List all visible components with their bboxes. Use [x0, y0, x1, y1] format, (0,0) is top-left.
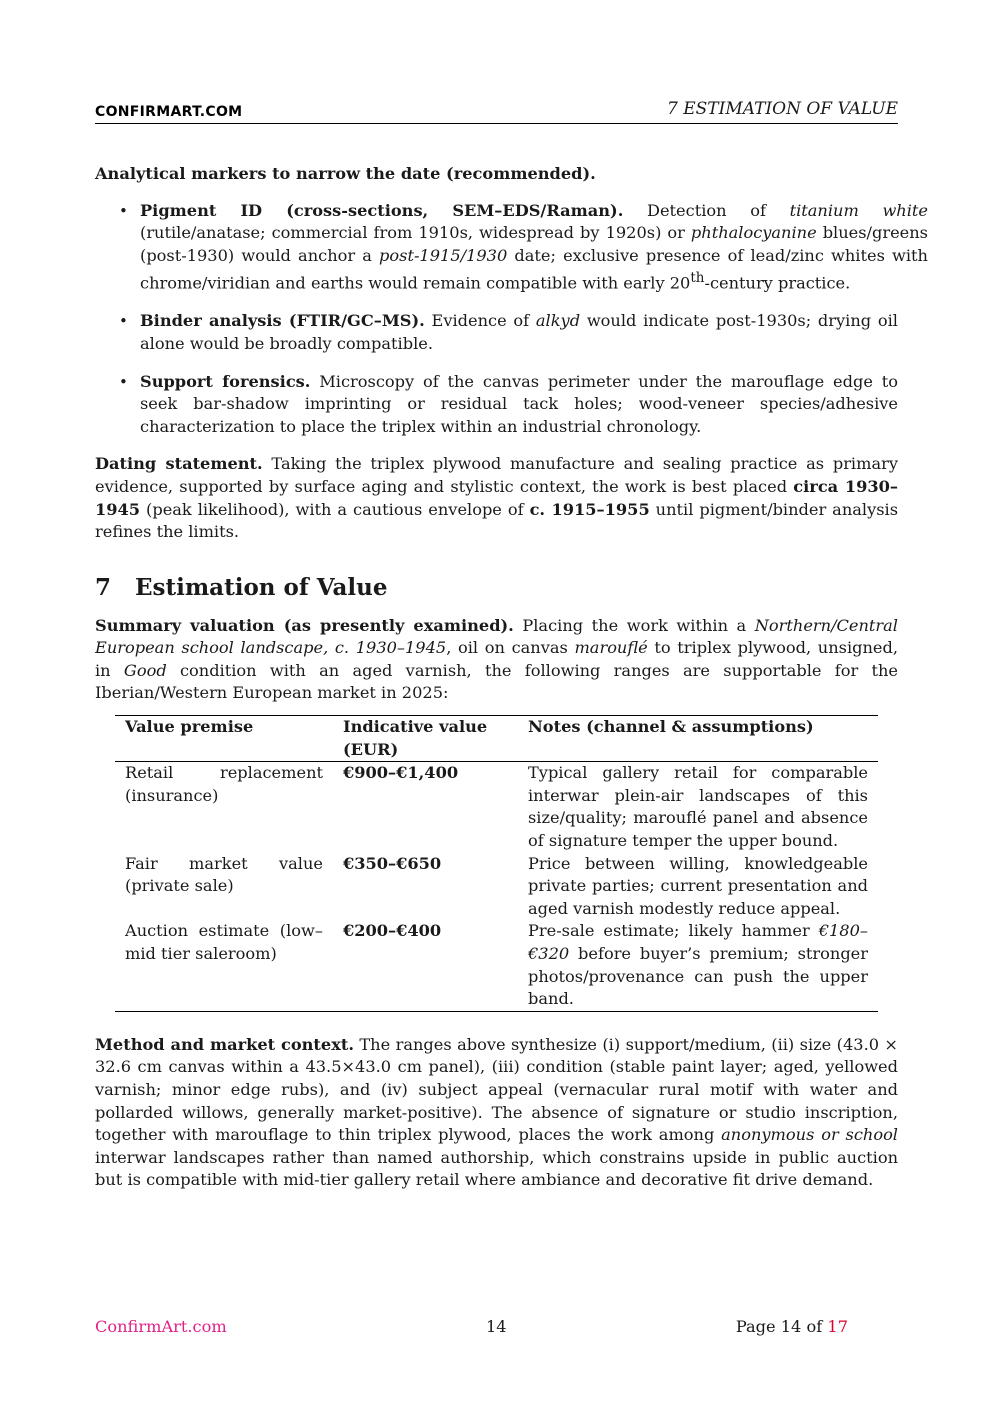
- bullet-icon: •: [119, 201, 128, 220]
- item-text: Microscopy of the canvas perimeter under the marouflage edge to seek bar-shadow imprinting or residual tack holes; wood-veneer species/adhesive characterization to place the triplex within an industrial chronology.: [140, 371, 898, 436]
- section-number: 7: [95, 573, 112, 601]
- markers-heading: Analytical markers to narrow the date (recommended).: [95, 164, 596, 183]
- item-text: blues/greens (post-1930) would anchor a: [140, 223, 928, 265]
- dating-text: Taking the triplex plywood manufacture and sealing practice as primary evidence, supported by surface aging and stylistic context, the work is best placed: [95, 454, 898, 496]
- item-text: would indicate post-1930s; drying oil alone would be broadly compatible.: [140, 311, 898, 353]
- summary-text: , oil on canvas: [446, 638, 575, 658]
- list-item: [95, 371, 898, 439]
- running-head: 7 ESTIMATION OF VALUE: [667, 99, 898, 119]
- table-row: [115, 762, 878, 853]
- item-title: Pigment ID (cross-sections, SEM–EDS/Raman).: [140, 200, 624, 220]
- value-cell: €200–€400: [343, 921, 442, 941]
- method-paragraph: [95, 1034, 898, 1192]
- bullet-icon: •: [119, 312, 128, 331]
- column-header: Indicative value (EUR): [333, 716, 518, 762]
- table-row: [115, 853, 878, 921]
- note-emph: €180–€320: [528, 921, 868, 964]
- dating-envelope: c. 1915–1955: [529, 499, 650, 519]
- method-text: The ranges above synthesize (i) support/medium, (ii) size (43.0 × 32.6 cm canvas within a 43.5×43.0 cm panel), (iii) condition (stable paint layer; aged, yellowed varnish; minor edge rubs), and (iv) subject appeal (vernacular rural motif with water and pollarded willows, generally market-positive). The absence of signature or studio inscription, together with marouflage to thin triplex plywood, places the work among: [95, 1034, 898, 1145]
- valuation-table: [115, 715, 878, 1012]
- summary-emph: Northern/Central European school landscape, c. 1930–1945: [95, 615, 898, 658]
- section-title: Estimation of Value: [135, 573, 388, 601]
- summary-text: condition with an aged varnish, the following ranges are supportable for the Iberian/Western European market in 2025:: [95, 660, 899, 703]
- note-cell: Price between willing, knowledgeable private parties; current presentation and aged varnish modestly reduce appeal.: [528, 853, 868, 918]
- page-content: [95, 163, 928, 1192]
- item-title: Binder analysis (FTIR/GC–MS).: [140, 311, 425, 331]
- note-text: Pre-sale estimate; likely hammer: [528, 921, 819, 941]
- value-cell: €350–€650: [343, 853, 442, 873]
- note-cell: [518, 920, 878, 1011]
- premise-cell: Auction estimate (low–mid tier saleroom): [125, 921, 323, 964]
- table-row: [115, 920, 878, 1011]
- dating-text: until pigment/binder analysis refines the limits.: [95, 499, 899, 542]
- confirmart-logo: CONFIRMART.COM: [95, 104, 243, 120]
- note-cell: Typical gallery retail for comparable interwar plein-air landscapes of this size/quality; marouflé panel and absence of signature temper the upper bound.: [528, 763, 868, 851]
- summary-emph: marouflé: [574, 638, 648, 658]
- item-title: Support forensics.: [140, 371, 311, 391]
- list-item: [95, 200, 928, 296]
- column-header: Value premise: [115, 716, 333, 762]
- summary-emph: Good: [123, 660, 167, 680]
- section-heading: [95, 573, 898, 603]
- dating-range: circa 1930–1945: [95, 476, 898, 519]
- dating-label: Dating statement.: [95, 454, 263, 474]
- list-item: [95, 310, 898, 355]
- summary-text: to triplex plywood, unsigned, in: [95, 638, 898, 680]
- method-emph: anonymous or school: [721, 1125, 898, 1145]
- method-label: Method and market context.: [95, 1034, 354, 1054]
- summary-text: Placing the work within a: [513, 615, 755, 635]
- item-text: Detection of: [623, 200, 790, 220]
- footer-page-count: [736, 1316, 848, 1339]
- item-text: (rutile/anatase; commercial from 1910s, widespread by 1920s) or: [140, 223, 691, 243]
- dating-statement: [95, 453, 898, 543]
- dating-text: (peak likelihood), with a cautious envelope of: [140, 499, 530, 519]
- item-text: -century practice.: [704, 273, 851, 293]
- value-cell: €900–€1,400: [343, 763, 459, 783]
- item-emph: alkyd: [535, 311, 581, 331]
- page-header: [95, 97, 898, 124]
- premise-cell: Retail replacement (insurance): [125, 763, 323, 805]
- footer-site-link[interactable]: ConfirmArt.com: [95, 1317, 227, 1336]
- method-text: interwar landscapes rather than named authorship, which constrains upside in public auction but is compatible with mid-tier gallery retail where ambiance and decorative fit drive demand.: [95, 1147, 898, 1190]
- item-sup: th: [690, 270, 705, 287]
- item-emph: titanium white: [789, 200, 928, 220]
- page-prefix: Page 14 of: [735, 1317, 828, 1336]
- item-text: date; exclusive presence of lead/zinc whites with chrome/viridian and earths would remain compatible with early 20: [140, 245, 928, 293]
- markers-list: [95, 200, 928, 439]
- item-text: Evidence of: [424, 311, 536, 331]
- item-emph: post-1915/1930: [379, 245, 508, 265]
- premise-cell: Fair market value (private sale): [125, 853, 323, 896]
- item-emph: phthalocyanine: [690, 223, 817, 243]
- footer-page-number: 14: [486, 1317, 507, 1336]
- note-text: before buyer’s premium; stronger photos/provenance can push the upper band.: [528, 944, 868, 1009]
- summary-label: Summary valuation (as presently examined).: [95, 615, 514, 635]
- page-total-link[interactable]: 17: [827, 1317, 848, 1336]
- summary-paragraph: [95, 615, 898, 705]
- bullet-icon: •: [119, 372, 128, 391]
- table-header-row: [115, 716, 878, 762]
- column-header: Notes (channel & assumptions): [518, 716, 878, 762]
